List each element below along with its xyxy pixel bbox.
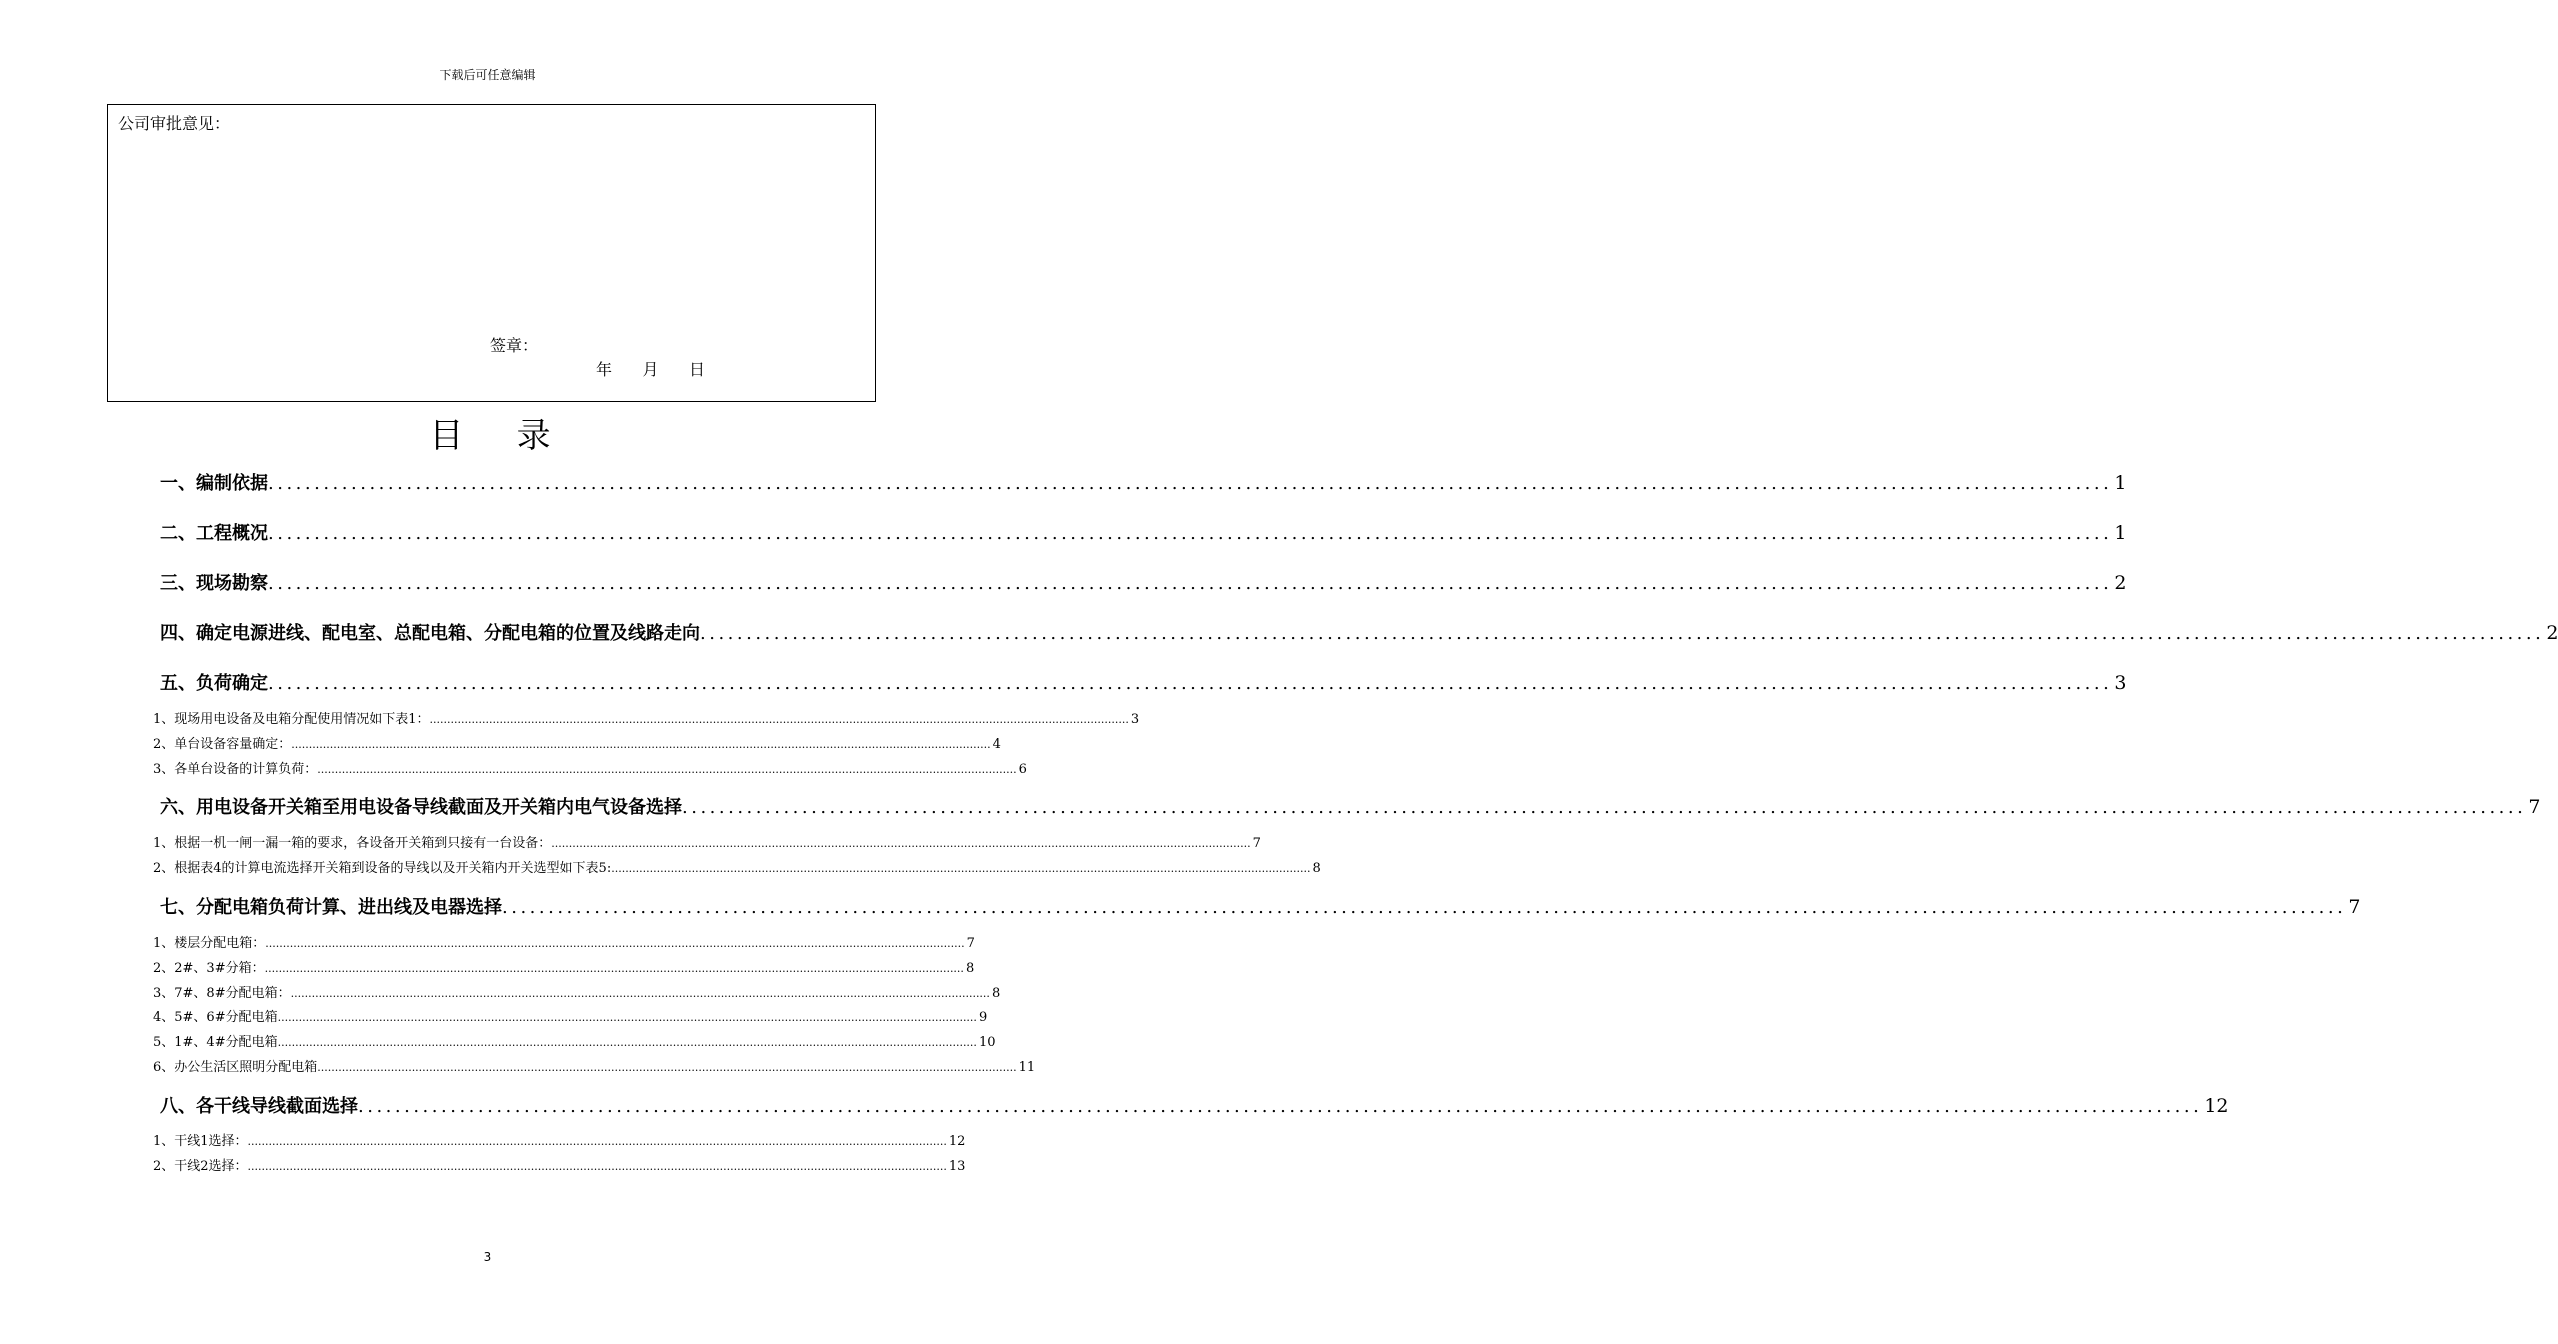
toc-entry-page: 8 <box>965 961 975 976</box>
toc-entry-label: 六、用电设备开关箱至用电设备导线截面及开关箱内电气设备选择 <box>160 797 682 818</box>
toc-dot-leader: ........................................................................................................................................................................................................ <box>264 962 964 975</box>
toc-entry-page: 8 <box>1312 861 1321 876</box>
toc-entry-label: 1、根据一机一闸一漏一箱的要求，各设备开关箱到只接有一台设备： <box>153 836 552 851</box>
toc-dot-leader: ........................................................................................................................................................................................................ <box>247 1135 947 1148</box>
toc-entry[interactable] <box>153 982 1001 1001</box>
toc-title: 目 录 <box>429 416 553 456</box>
toc-entry-page: 12 <box>2204 1095 2229 1117</box>
toc-entry-label: 1、干线1选择： <box>153 1134 248 1149</box>
toc-dot-leader: ........................................................................................................................................................................................................ <box>317 763 1017 776</box>
toc-entry-label: 五、负荷确定 <box>160 673 268 694</box>
toc-entry-page: 7 <box>2348 896 2361 918</box>
toc-dot-leader: ........................................................................................................................................................................................................ <box>317 1061 1017 1074</box>
date-line: 年 月 日 <box>596 360 706 379</box>
toc-entry-page: 11 <box>1018 1060 1036 1075</box>
toc-entry[interactable] <box>153 758 1027 777</box>
toc-entry-label: 七、分配电箱负荷计算、进出线及电器选择 <box>160 897 502 918</box>
approval-label: 公司审批意见： <box>118 114 231 133</box>
toc-dot-leader: ........................................................................................................................................................................................................ <box>268 473 2113 494</box>
toc-dot-leader: ........................................................................................................................................................................................................ <box>551 837 1251 850</box>
toc-entry[interactable] <box>160 519 2127 545</box>
toc-entry-page: 10 <box>978 1035 996 1050</box>
toc-entry-page: 2 <box>2546 622 2558 644</box>
toc-entry-label: 2、2#、3#分箱： <box>153 961 265 976</box>
toc-entry[interactable] <box>160 669 2127 695</box>
toc-entry[interactable] <box>153 733 1001 752</box>
toc-entry-label: 八、各干线导线截面选择 <box>160 1096 358 1117</box>
toc-entry-label: 1、楼层分配电箱： <box>153 936 266 951</box>
toc-dot-leader: ........................................................................................................................................................................................................ <box>291 738 991 751</box>
toc-entry[interactable] <box>153 832 1261 851</box>
toc-entry-label: 2、干线2选择： <box>153 1159 248 1174</box>
toc-dot-leader: ........................................................................................................................................................................................................ <box>277 1036 977 1049</box>
toc-dot-leader: ........................................................................................................................................................................................................ <box>290 987 990 1000</box>
toc-entry[interactable] <box>153 708 1140 727</box>
toc-entry[interactable] <box>160 619 2558 645</box>
toc-entry[interactable] <box>160 893 2361 919</box>
toc-entry-label: 一、编制依据 <box>160 473 268 494</box>
page-number: 3 <box>483 1250 492 1264</box>
toc-dot-leader: ........................................................................................................................................................................................................ <box>682 797 2527 818</box>
toc-entry-page: 6 <box>1018 762 1027 777</box>
toc-entry-page: 9 <box>978 1010 988 1025</box>
toc-entry-page: 4 <box>992 737 1001 752</box>
toc-entry[interactable] <box>153 1031 996 1050</box>
toc-entry-label: 三、现场勘察 <box>160 573 268 594</box>
toc-entry[interactable] <box>153 857 1321 876</box>
toc-dot-leader: ........................................................................................................................................................................................................ <box>611 862 1311 875</box>
toc-entry[interactable] <box>153 1155 966 1174</box>
toc-dot-leader: ........................................................................................................................................................................................................ <box>502 897 2347 918</box>
toc-dot-leader: ........................................................................................................................................................................................................ <box>247 1160 947 1173</box>
toc-entry-page: 3 <box>2114 672 2127 694</box>
toc-entry-label: 4、5#、6#分配电箱 <box>153 1010 278 1025</box>
toc-dot-leader: ........................................................................................................................................................................................................ <box>268 523 2113 544</box>
toc-entry[interactable] <box>153 1006 988 1025</box>
toc-entry-label: 3、7#、8#分配电箱： <box>153 986 291 1001</box>
toc-entry-page: 8 <box>991 986 1001 1001</box>
toc-entry-page: 7 <box>2528 796 2541 818</box>
toc-dot-leader: ........................................................................................................................................................................................................ <box>358 1096 2203 1117</box>
header-note: 下载后可任意编辑 <box>439 68 536 82</box>
toc-entry-label: 5、1#、4#分配电箱 <box>153 1035 278 1050</box>
toc-entry[interactable] <box>160 569 2127 595</box>
sign-label: 签章： <box>490 336 539 355</box>
toc-entry-page: 7 <box>1252 836 1261 851</box>
toc-entry-page: 1 <box>2114 472 2127 494</box>
toc-entry-page: 1 <box>2114 522 2127 544</box>
toc-dot-leader: ........................................................................................................................................................................................................ <box>429 713 1129 726</box>
toc-entry-label: 6、办公生活区照明分配电箱 <box>153 1060 318 1075</box>
toc-entry[interactable] <box>153 932 975 951</box>
toc-dot-leader: ........................................................................................................................................................................................................ <box>700 623 2545 644</box>
toc-entry-label: 四、确定电源进线、配电室、总配电箱、分配电箱的位置及线路走向 <box>160 623 700 644</box>
toc-entry-page: 2 <box>2114 572 2127 594</box>
toc-entry-page: 12 <box>948 1134 966 1149</box>
toc-entry-page: 3 <box>1130 712 1140 727</box>
toc-entry-label: 二、工程概况 <box>160 523 268 544</box>
toc-entry-page: 7 <box>966 936 975 951</box>
toc-entry-label: 3、各单台设备的计算负荷： <box>153 762 318 777</box>
toc-entry-label: 1、现场用电设备及电箱分配使用情况如下表1： <box>153 712 430 727</box>
toc-entry-page: 13 <box>948 1159 966 1174</box>
toc-entry-label: 2、根据表4的计算电流选择开关箱到设备的导线以及开关箱内开关选型如下表5: <box>153 861 612 876</box>
toc-entry[interactable] <box>160 469 2127 495</box>
toc-entry[interactable] <box>160 793 2541 819</box>
toc-dot-leader: ........................................................................................................................................................................................................ <box>277 1011 977 1024</box>
toc-entry[interactable] <box>153 1056 1036 1075</box>
toc-dot-leader: ........................................................................................................................................................................................................ <box>268 673 2113 694</box>
toc-entry-label: 2、单台设备容量确定： <box>153 737 292 752</box>
toc-dot-leader: ........................................................................................................................................................................................................ <box>268 573 2113 594</box>
toc-entry[interactable] <box>160 1092 2229 1118</box>
toc-entry[interactable] <box>153 1130 966 1149</box>
toc-dot-leader: ........................................................................................................................................................................................................ <box>265 937 965 950</box>
toc-entry[interactable] <box>153 957 975 976</box>
